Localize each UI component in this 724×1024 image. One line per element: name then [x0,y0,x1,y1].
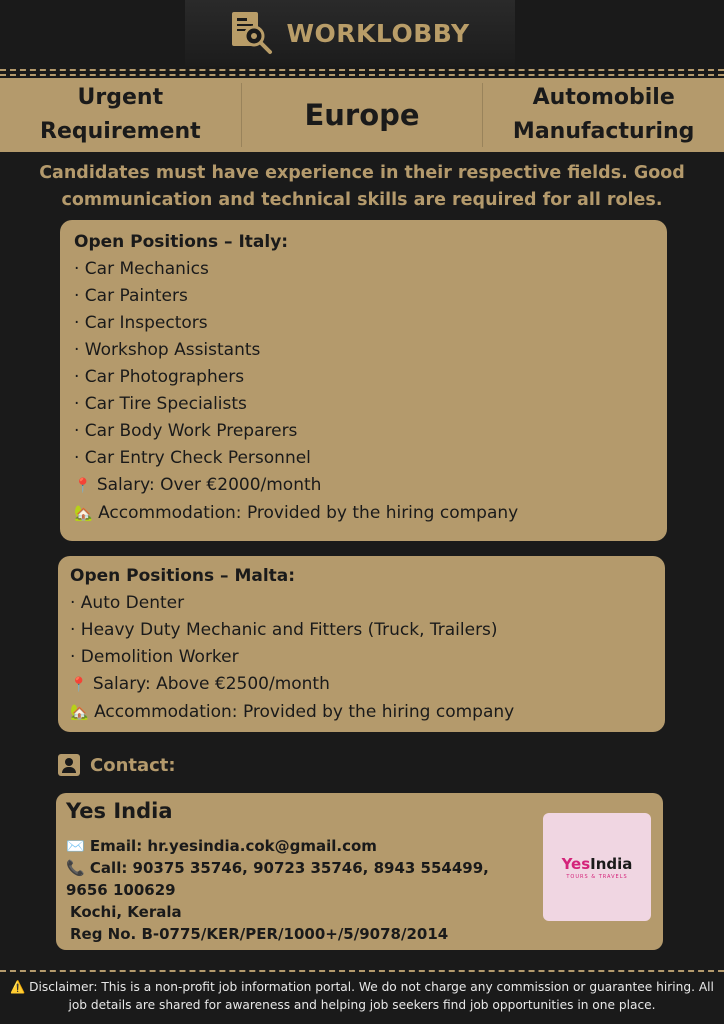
urgency-label [0,81,241,149]
malta-positions-list [70,590,653,726]
warning-icon: ⚠️ [10,980,26,994]
list-item: · Car Mechanics [74,259,209,279]
accommodation-line [70,699,653,726]
italy-positions-card [60,220,667,541]
brand-name: WORKLOBBY [286,18,470,48]
intro-text [20,160,704,214]
list-item: · Workshop Assistants [74,340,261,360]
industry-label [483,81,724,149]
email-line[interactable] [66,835,516,857]
urgency-line1: Urgent [77,85,164,110]
salary-text: Salary: Above €2500/month [92,674,330,694]
contact-person-icon [58,754,80,776]
accommodation-text: Accommodation: Provided by the hiring company [94,702,515,722]
list-item: · Car Painters [74,286,188,306]
list-item: · Car Body Work Preparers [74,421,298,441]
disclaimer-text: Disclaimer: This is a non-profit job information portal. We do not charge any commission or guarantee hiring. All job details are shared for awareness and helping job seekers find job opportunities in one place. [29,980,714,1012]
intro-line1: Candidates must have experience in their respective fields. Good [39,163,685,183]
envelope-icon: ✉️ [66,837,85,855]
list-item: · Heavy Duty Mechanic and Fitters (Truck, Trailers) [70,620,498,640]
disclaimer-footer [0,974,724,1024]
salary-line [74,472,653,500]
logo-subtitle: TOURS & TRAVELS [566,873,628,880]
region-label: Europe [304,98,420,132]
card-title: Open Positions – Malta: [70,566,296,586]
contact-card [56,793,663,950]
brand-logo [185,0,515,66]
location-line: Kochi, Kerala [70,903,182,921]
divider [0,69,724,71]
urgency-line2: Requirement [40,119,201,144]
divider [0,970,724,972]
logo-india: India [590,854,633,873]
divider [0,74,724,76]
italy-positions-list [74,256,653,527]
contact-details [66,835,516,945]
list-item: · Auto Denter [70,593,185,613]
document-search-icon [230,10,274,56]
email-text[interactable]: Email: hr.yesindia.cok@gmail.com [89,837,377,855]
accommodation-text: Accommodation: Provided by the hiring company [98,503,519,523]
list-item: · Car Entry Check Personnel [74,448,311,468]
salary-text: Salary: Over €2000/month [96,475,322,495]
company-name: Yes India [66,799,173,823]
accommodation-line [74,500,653,527]
card-title: Open Positions – Italy: [74,232,289,252]
pin-icon: 📍 [74,478,92,494]
phone-icon: 📞 [66,859,85,877]
contact-heading [58,754,176,776]
salary-line [70,671,653,699]
phone-line[interactable] [66,857,516,901]
intro-line2: communication and technical skills are required for all roles. [61,190,663,210]
malta-positions-card [58,556,665,732]
list-item: · Car Tire Specialists [74,394,247,414]
house-icon: 🏡 [70,703,89,721]
list-item: · Demolition Worker [70,647,239,667]
headline-banner [0,78,724,152]
list-item: · Car Photographers [74,367,245,387]
pin-icon: 📍 [70,677,88,693]
logo-yes: Yes [561,854,591,873]
registration-line: Reg No. B-0775/KER/PER/1000+/5/9078/2014 [70,925,449,943]
industry-line2: Manufacturing [512,119,695,144]
phone-text[interactable]: Call: 90375 35746, 90723 35746, 8943 554499, 9656 100629 [66,859,489,899]
industry-line1: Automobile [532,85,675,110]
house-icon: 🏡 [74,504,93,522]
yesindia-logo-text [562,855,633,873]
list-item: · Car Inspectors [74,313,208,333]
yesindia-logo [543,813,651,921]
contact-heading-label: Contact: [90,754,176,776]
